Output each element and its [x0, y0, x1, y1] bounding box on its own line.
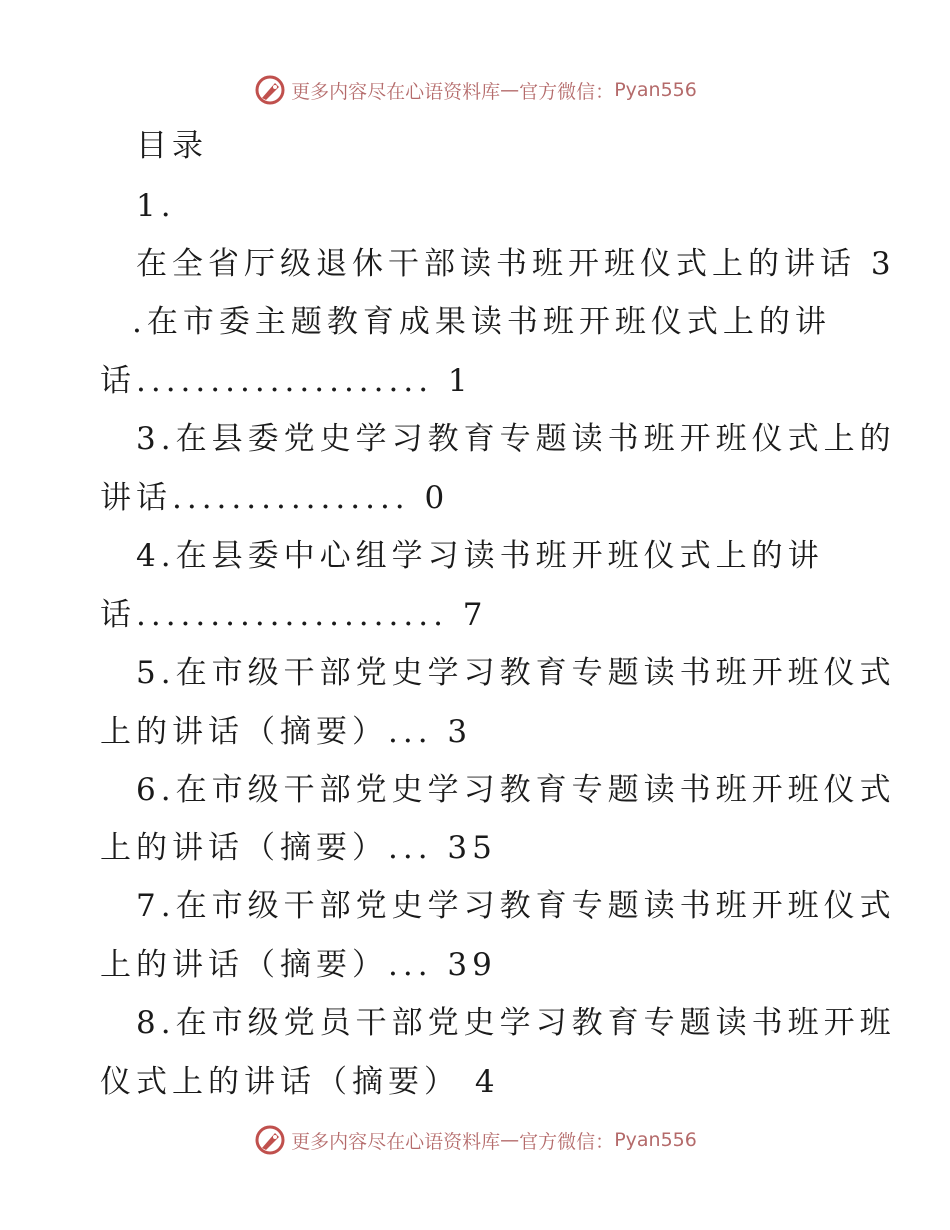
header-watermark	[0, 70, 950, 110]
toc-line: 上的讲话（摘要）... 3	[100, 714, 473, 750]
toc-line: 6.在市级干部党史学习教育专题读书班开班仪式	[136, 772, 896, 808]
toc-line: 7.在市级干部党史学习教育专题读书班开班仪式	[136, 888, 896, 924]
toc-line: 讲话................ 0	[100, 480, 450, 516]
watermark-text: 更多内容尽在心语资料库	[291, 1130, 501, 1153]
toc-line: 在全省厅级退休干部读书班开班仪式上的讲话 3	[136, 246, 896, 282]
watermark-text: 更多内容尽在心语资料库	[291, 80, 501, 103]
toc-line: 5.在市级干部党史学习教育专题读书班开班仪式	[136, 655, 896, 691]
watermark-id: Pyan556	[614, 79, 697, 101]
toc-line: 话.................... 1	[100, 363, 473, 399]
toc-line: 4.在县委中心组学习读书班开班仪式上的讲	[136, 538, 824, 574]
watermark-suffix: 官方微信：	[519, 80, 615, 103]
toc-line: 上的讲话（摘要）... 35	[100, 830, 497, 866]
toc-line: 3.在县委党史学习教育专题读书班开班仪式上的	[136, 421, 896, 457]
footer-watermark	[0, 1120, 950, 1160]
watermark-id: Pyan556	[614, 1129, 697, 1151]
pen-nib-logo-icon	[253, 1123, 287, 1157]
toc-heading: 目录	[136, 128, 208, 164]
watermark-separator: —	[500, 1129, 520, 1151]
toc-line: 上的讲话（摘要）... 39	[100, 947, 497, 983]
toc-line: 话..................... 7	[100, 597, 488, 633]
pen-nib-logo-icon	[253, 73, 287, 107]
toc-line: 仪式上的讲话（摘要） 4	[100, 1064, 500, 1100]
toc-line: .在市委主题教育成果读书班开班仪式上的讲	[132, 304, 831, 340]
watermark-suffix: 官方微信：	[519, 1130, 615, 1153]
toc-line: 8.在市级党员干部党史学习教育专题读书班开班	[136, 1005, 896, 1041]
toc-line: 1.	[136, 188, 176, 224]
watermark-separator: —	[500, 79, 520, 101]
